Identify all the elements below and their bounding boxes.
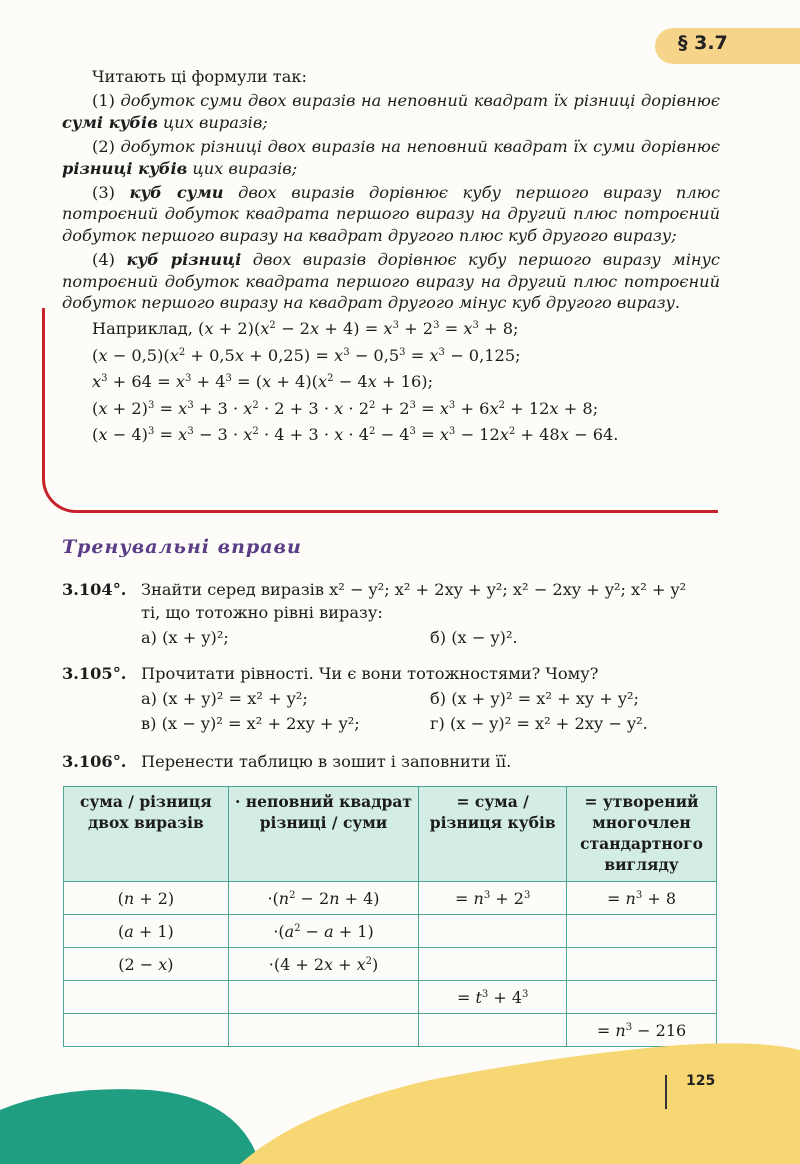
example-2: $(x - 0,5)(x^2 + 0,5x + 0,25) = x^3 - 0,5^3 = x^3 - 0,125$; [92,345,521,365]
page-number: 125 [686,1073,716,1089]
table-header: = сума / різниця кубів [419,787,567,882]
table-row [64,981,717,1014]
table-cell [567,981,717,1014]
exercise-text: Прочитати рівності. Чи є вони тотожностями? Чому? [141,664,599,683]
table-cell: (n + 2) [64,882,229,915]
exercise-number: 3.104°. [62,580,127,599]
section-title: Тренувальні вправи [62,536,302,558]
rules-text [62,66,720,449]
option-a: а) (x + y)²; [141,628,229,647]
rule-2: (2) добуток різниці двох виразів на неповний квадрат їх суми дорівнює різниці кубів цих виразів; [62,137,720,178]
table-header: · неповний квадрат різниці / суми [228,787,419,882]
examples [62,316,720,449]
table-cell [64,981,229,1014]
table-cell [419,948,567,981]
table-row [64,915,717,948]
option-b: б) (x − y)². [430,628,518,647]
table-cell: = $n^3 + 8$ [567,882,717,915]
green-wave [0,1089,260,1164]
example-4: $(x + 2)^3 = x^3 + 3 \cdot x^2 \cdot 2 + 3 \cdot x \cdot 2^2 + 2^3 = x^3 + 6x^2 + 12x + 8$; [92,398,599,418]
option-d: г) (x − y)² = x² + 2xy − y². [430,714,648,733]
exercise-text-2: ті, що тотожно рівні виразу: [141,603,383,622]
rule-4: (4) куб різниці двох виразів дорівнює кубу першого виразу мінус потроєний добуток квадрата першого виразу на другий плюс потроєний добуток першого виразу на квадрат другого мінус куб другого виразу. [62,250,720,313]
table-header: сума / різниця двох виразів [64,787,229,882]
exercise-text: Знайти серед виразів x² − y²; x² + 2xy + y²; x² − 2xy + y²; x² + y² [141,580,687,599]
table-cell: $\cdot(n^2 - 2n + 4)$ [228,882,419,915]
table-cell: = $t^3 + 4^3$ [419,981,567,1014]
table-cell: = $n^3 + 2^3$ [419,882,567,915]
table-cell: $\cdot(4 + 2x + x^2)$ [228,948,419,981]
table-row [64,948,717,981]
table-cell: = $n^3 - 216$ [567,1014,717,1047]
table-cell [567,915,717,948]
exercise-table [63,786,717,1047]
exercise-number: 3.106°. [62,752,127,771]
intro-text: Читають ці формули так: [92,67,307,86]
option-b: б) (x + y)² = x² + xy + y²; [430,689,639,708]
example-1: Наприклад, $(x + 2)(x^2 - 2x + 4) = x^3 + 2^3 = x^3 + 8$; [92,319,519,339]
table-cell [228,981,419,1014]
example-3: $x^3 + 64 = x^3 + 4^3 = (x + 4)(x^2 - 4x + 16)$; [92,372,434,392]
option-a: а) (x + y)² = x² + y²; [141,689,308,708]
decorative-waves [0,1040,800,1164]
table-cell [567,948,717,981]
example-5: $(x - 4)^3 = x^3 - 3 \cdot x^2 \cdot 4 + 3 \cdot x \cdot 4^2 - 4^3 = x^3 - 12x^2 + 48x - 64$. [92,425,619,445]
table-cell: (a + 1) [64,915,229,948]
rule-1: (1) добуток суми двох виразів на неповний квадрат їх різниці дорівнює сумі кубів цих виразів; [62,91,720,132]
table-cell: (2 − x) [64,948,229,981]
table-header: = утворений многочлен стандартного вигляду [567,787,717,882]
exercise-text: Перенести таблицю в зошит і заповнити її. [141,752,512,771]
table-header-row [64,787,717,882]
yellow-wave [240,1043,800,1164]
exercise-3-104 [62,578,722,624]
page-divider [665,1075,667,1109]
section-label: § 3.7 [678,32,728,54]
exercise-3-106 [62,750,722,773]
exercise-number: 3.105°. [62,664,127,683]
option-c: в) (x − y)² = x² + 2xy + y²; [141,714,360,733]
table-cell: $\cdot(a^2 - a + 1)$ [228,915,419,948]
table-cell [419,915,567,948]
table-row [64,882,717,915]
exercise-3-105 [62,662,722,685]
rule-3: (3) куб суми двох виразів дорівнює кубу першого виразу плюс потроєний добуток квадрата першого виразу на другий плюс потроєний добуток першого виразу на квадрат другого плюс куб другого виразу; [62,183,720,245]
